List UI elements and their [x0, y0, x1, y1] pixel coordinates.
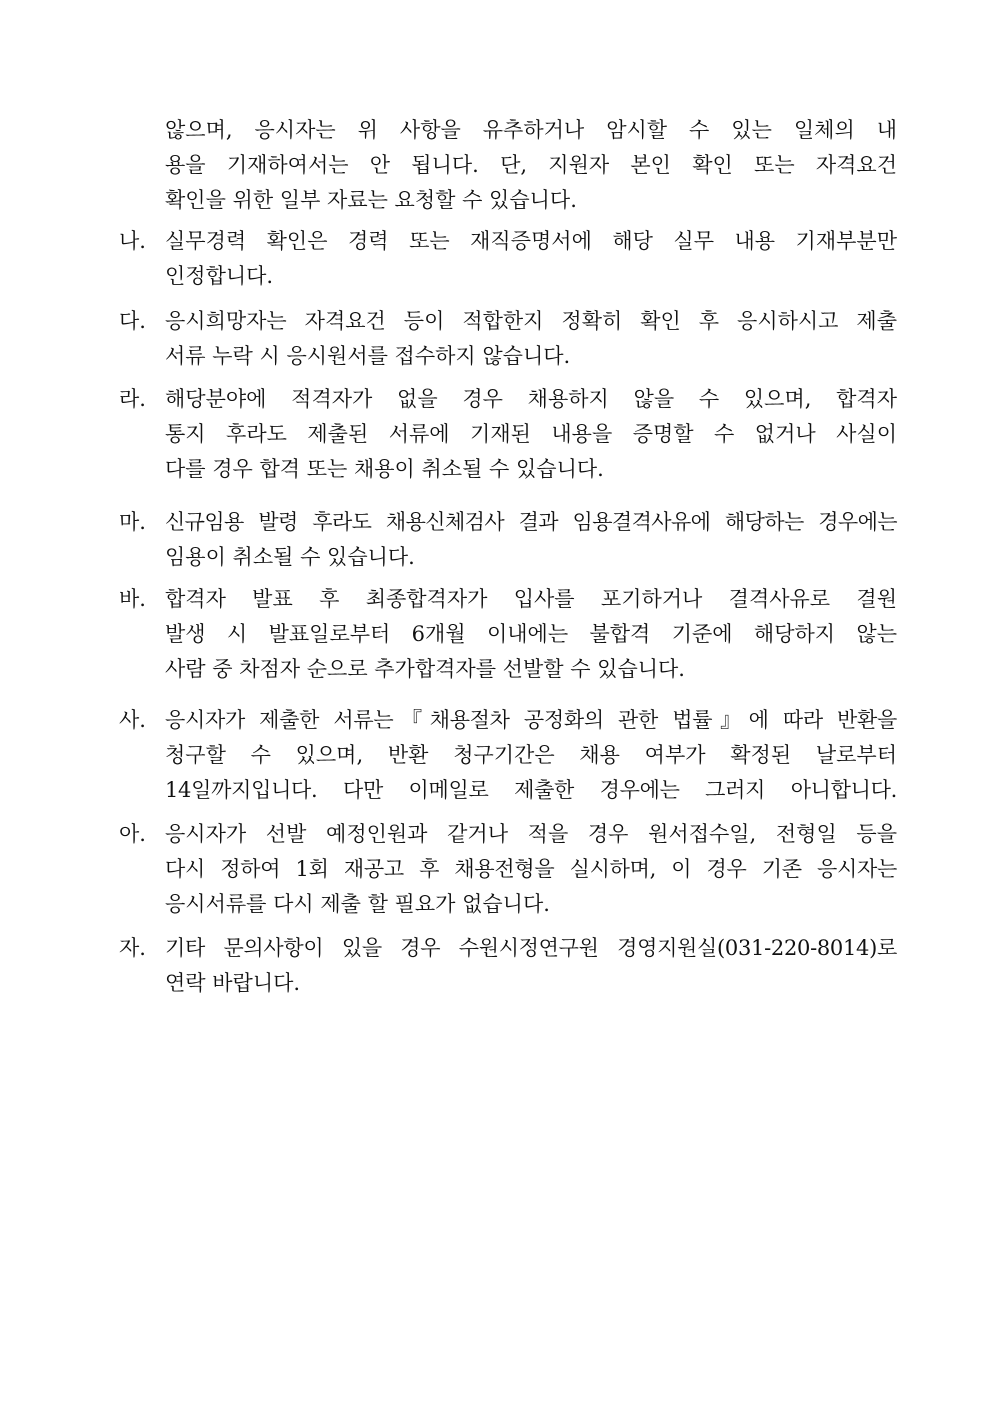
item-da-line-2: 서류 누락 시 응시원서를 접수하지 않습니다.: [165, 344, 571, 368]
item-a-line-2: 다시 정하여 1회 재공고 후 채용전형을 실시하며, 이 경우 기존 응시자는: [165, 857, 897, 881]
item-a-line-1: 응시자가 선발 예정인원과 같거나 적을 경우 원서접수일, 전형일 등을: [165, 822, 897, 846]
item-sa-line-3: 14일까지입니다. 다만 이메일로 제출한 경우에는 그러지 아니합니다.: [165, 778, 897, 802]
item-marker-ba: 바.: [119, 587, 146, 611]
item-ja-line-2: 연락 바랍니다.: [165, 971, 301, 995]
item-ra-line-1: 해당분야에 적격자가 없을 경우 채용하지 않을 수 있으며, 합격자: [165, 387, 897, 411]
intro-line-2: 용을 기재하여서는 안 됩니다. 단, 지원자 본인 확인 또는 자격요건: [165, 153, 897, 177]
intro-line-3: 확인을 위한 일부 자료는 요청할 수 있습니다.: [165, 188, 577, 212]
item-marker-ja: 자.: [119, 936, 146, 960]
item-a-line-3: 응시서류를 다시 제출 할 필요가 없습니다.: [165, 892, 550, 916]
item-marker-a: 아.: [119, 822, 146, 846]
item-ma-line-2: 임용이 취소될 수 있습니다.: [165, 545, 415, 569]
item-ma-line-1: 신규임용 발령 후라도 채용신체검사 결과 임용결격사유에 해당하는 경우에는: [165, 510, 897, 534]
item-na-line-2: 인정합니다.: [165, 264, 274, 288]
item-marker-sa: 사.: [119, 708, 146, 732]
item-marker-da: 다.: [119, 309, 146, 333]
item-marker-ma: 마.: [119, 510, 146, 534]
item-ba-line-2: 발생 시 발표일로부터 6개월 이내에는 불합격 기준에 해당하지 않는: [165, 622, 897, 646]
item-sa-line-1: 응시자가 제출한 서류는『채용절차 공정화의 관한 법률』에 따라 반환을: [165, 708, 897, 732]
item-marker-na: 나.: [119, 229, 146, 253]
item-ja-line-1: 기타 문의사항이 있을 경우 수원시정연구원 경영지원실(031-220-8014)로: [165, 936, 897, 960]
item-da-line-1: 응시희망자는 자격요건 등이 적합한지 정확히 확인 후 응시하시고 제출: [165, 309, 897, 333]
item-na-line-1: 실무경력 확인은 경력 또는 재직증명서에 해당 실무 내용 기재부분만: [165, 229, 897, 253]
item-ra-line-2: 통지 후라도 제출된 서류에 기재된 내용을 증명할 수 없거나 사실이: [165, 422, 897, 446]
item-ra-line-3: 다를 경우 합격 또는 채용이 취소될 수 있습니다.: [165, 457, 604, 481]
intro-line-1: 않으며, 응시자는 위 사항을 유추하거나 암시할 수 있는 일체의 내: [165, 118, 897, 142]
item-ba-line-1: 합격자 발표 후 최종합격자가 입사를 포기하거나 결격사유로 결원: [165, 587, 897, 611]
item-marker-ra: 라.: [119, 387, 146, 411]
item-ba-line-3: 사람 중 차점자 순으로 추가합격자를 선발할 수 있습니다.: [165, 657, 685, 681]
item-sa-line-2: 청구할 수 있으며, 반환 청구기간은 채용 여부가 확정된 날로부터: [165, 743, 897, 767]
